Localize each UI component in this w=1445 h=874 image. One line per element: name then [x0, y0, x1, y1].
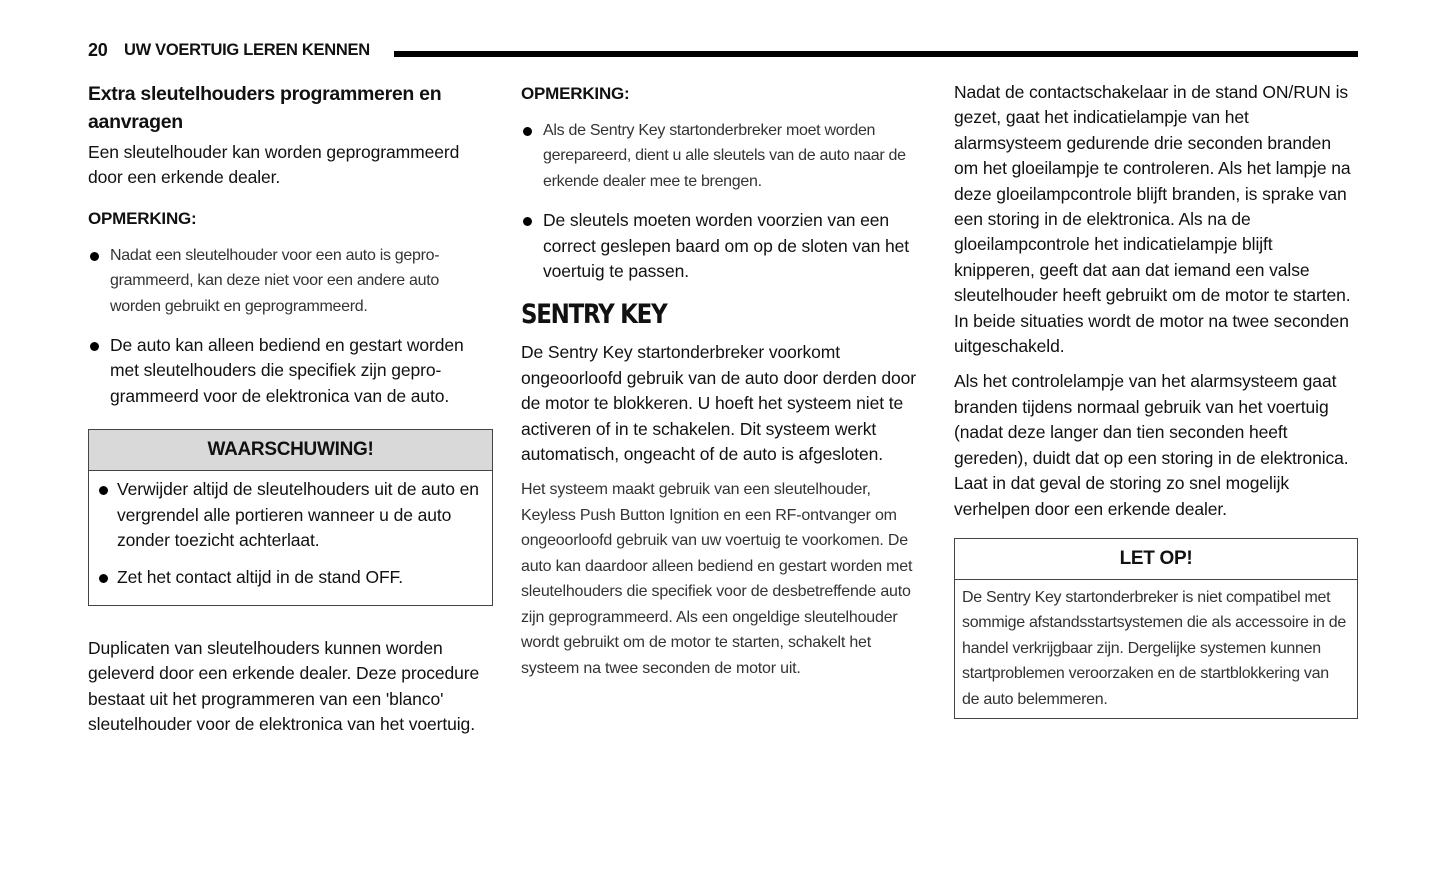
- bullet-icon: [90, 342, 99, 351]
- list-item: [97, 477, 484, 553]
- caution-box: [954, 538, 1358, 720]
- page-header: [88, 38, 1358, 62]
- section-title: Extra sleutelhouders programmeren en aanvragen: [88, 83, 442, 133]
- list-item: [88, 333, 493, 409]
- chapter-title: UW VOERTUIG LEREN KENNEN: [124, 41, 370, 59]
- bullet-text: De sleutels moeten worden voorzien van een correct geslepen baard om op de sloten van het voertuig te passen.: [543, 210, 910, 282]
- caution-text: De Sentry Key startonderbreker is niet compatibel met sommige afstandsstartsystemen die als accessoire in de handel verkrijgbaar zijn. Dergelijke systemen kunnen startproblemen veroorzaken en de startblokkering van de auto belemmeren.: [962, 588, 1346, 708]
- list-item: [521, 118, 926, 194]
- warning-box: [88, 429, 493, 606]
- intro-paragraph: Een sleutelhouder kan worden geprogrammeerd door een erkende dealer.: [88, 142, 460, 188]
- bullet-text: De auto kan alleen bediend en gestart worden met sleutelhouders die specifiek zijn gepro-grammeerd voor de elektronica van de auto.: [110, 335, 464, 406]
- list-item: [97, 565, 484, 590]
- list-item: [88, 243, 493, 319]
- caution-title: LET OP!: [955, 539, 1357, 580]
- warning-list: [97, 477, 484, 591]
- note-label: OPMERKING:: [521, 84, 630, 103]
- note-list: [521, 118, 926, 284]
- column-right: [954, 80, 1358, 719]
- sentry-intro-paragraph: De Sentry Key startonderbreker voorkomt ongeoorloofd gebruik van de auto door derden door de motor te blokkeren. U hoeft het systeem niet te activeren of in te schakelen. Dit systeem werkt automatisch, ongeacht of de auto is afgesloten.: [521, 342, 916, 465]
- page-number: 20: [88, 40, 108, 60]
- note-list: [88, 243, 493, 409]
- bullet-text: Als de Sentry Key startonderbreker moet worden gerepareerd, dient u alle sleutels van de auto naar de erkende dealer mee te brengen.: [543, 122, 906, 190]
- bullet-icon: [90, 252, 99, 261]
- bullet-icon: [99, 574, 108, 583]
- note-label: OPMERKING:: [88, 208, 197, 228]
- warning-body: [89, 471, 492, 605]
- duplicates-paragraph: Duplicaten van sleutelhouders kunnen worden geleverd door een erkende dealer. Deze procedure bestaat uit het programmeren van een 'blanco' sleutelhouder voor de elektronica van het voertuig.: [88, 637, 480, 735]
- bullet-text: Nadat een sleutelhouder voor een auto is gepro-grammeerd, kan deze niet voor een andere auto worden gebruikt en geprogrammeerd.: [110, 246, 440, 315]
- column-middle: [521, 80, 926, 681]
- list-item: [521, 208, 926, 284]
- bullet-text: Verwijder altijd de sleutelhouders uit de auto en vergrendel alle portieren wanneer u de auto zonder toezicht achterlaat.: [117, 479, 479, 551]
- header-rule: [394, 51, 1358, 57]
- sentry-detail-paragraph: Het systeem maakt gebruik van een sleutelhouder, Keyless Push Button Ignition en een RF-ontvanger om ongeoorloofd gebruik van uw voertuig te voorkomen. De auto kan daardoor alleen bediend en gestart worden met sleutelhouders die specifiek voor de desbetreffende auto zijn geprogrammeerd. Als een ongeldige sleutelhouder wordt gebruikt om de motor te starten, schakelt het systeem na twee seconden de motor uit.: [521, 481, 913, 677]
- column-left: [88, 80, 493, 748]
- alarm-paragraph: Als het controlelampje van het alarmsysteem gaat branden tijdens normaal gebruik van het voertuig (nadat deze langer dan tien seconden heeft gereden), duidt dat op een storing in de elektronica. Laat in dat geval de storing zo snel mogelijk verhelpen door een erkende dealer.: [954, 371, 1349, 519]
- bullet-icon: [99, 486, 108, 495]
- bullet-text: Zet het contact altijd in de stand OFF.: [117, 567, 403, 588]
- bullet-icon: [523, 127, 532, 136]
- warning-title: WAARSCHUWING!: [89, 430, 492, 471]
- indicator-paragraph: Nadat de contactschakelaar in de stand ON/RUN is gezet, gaat het indicatielampje van het alarmsysteem gedurende drie seconden branden om het gloeilampje te controleren. Als het lampje na deze gloeilampcontrole blijft branden, is sprake van een storing in de elektronica. Als na de gloeilampcontrole het indicatielampje blijft knipperen, geeft dat aan dat iemand een valse sleutelhouder heeft gebruikt om de motor te starten. In beide situaties wordt de motor na twee seconden uitgeschakeld.: [954, 82, 1351, 357]
- sentry-key-heading: SENTRY KEY: [521, 299, 667, 331]
- bullet-icon: [523, 217, 532, 226]
